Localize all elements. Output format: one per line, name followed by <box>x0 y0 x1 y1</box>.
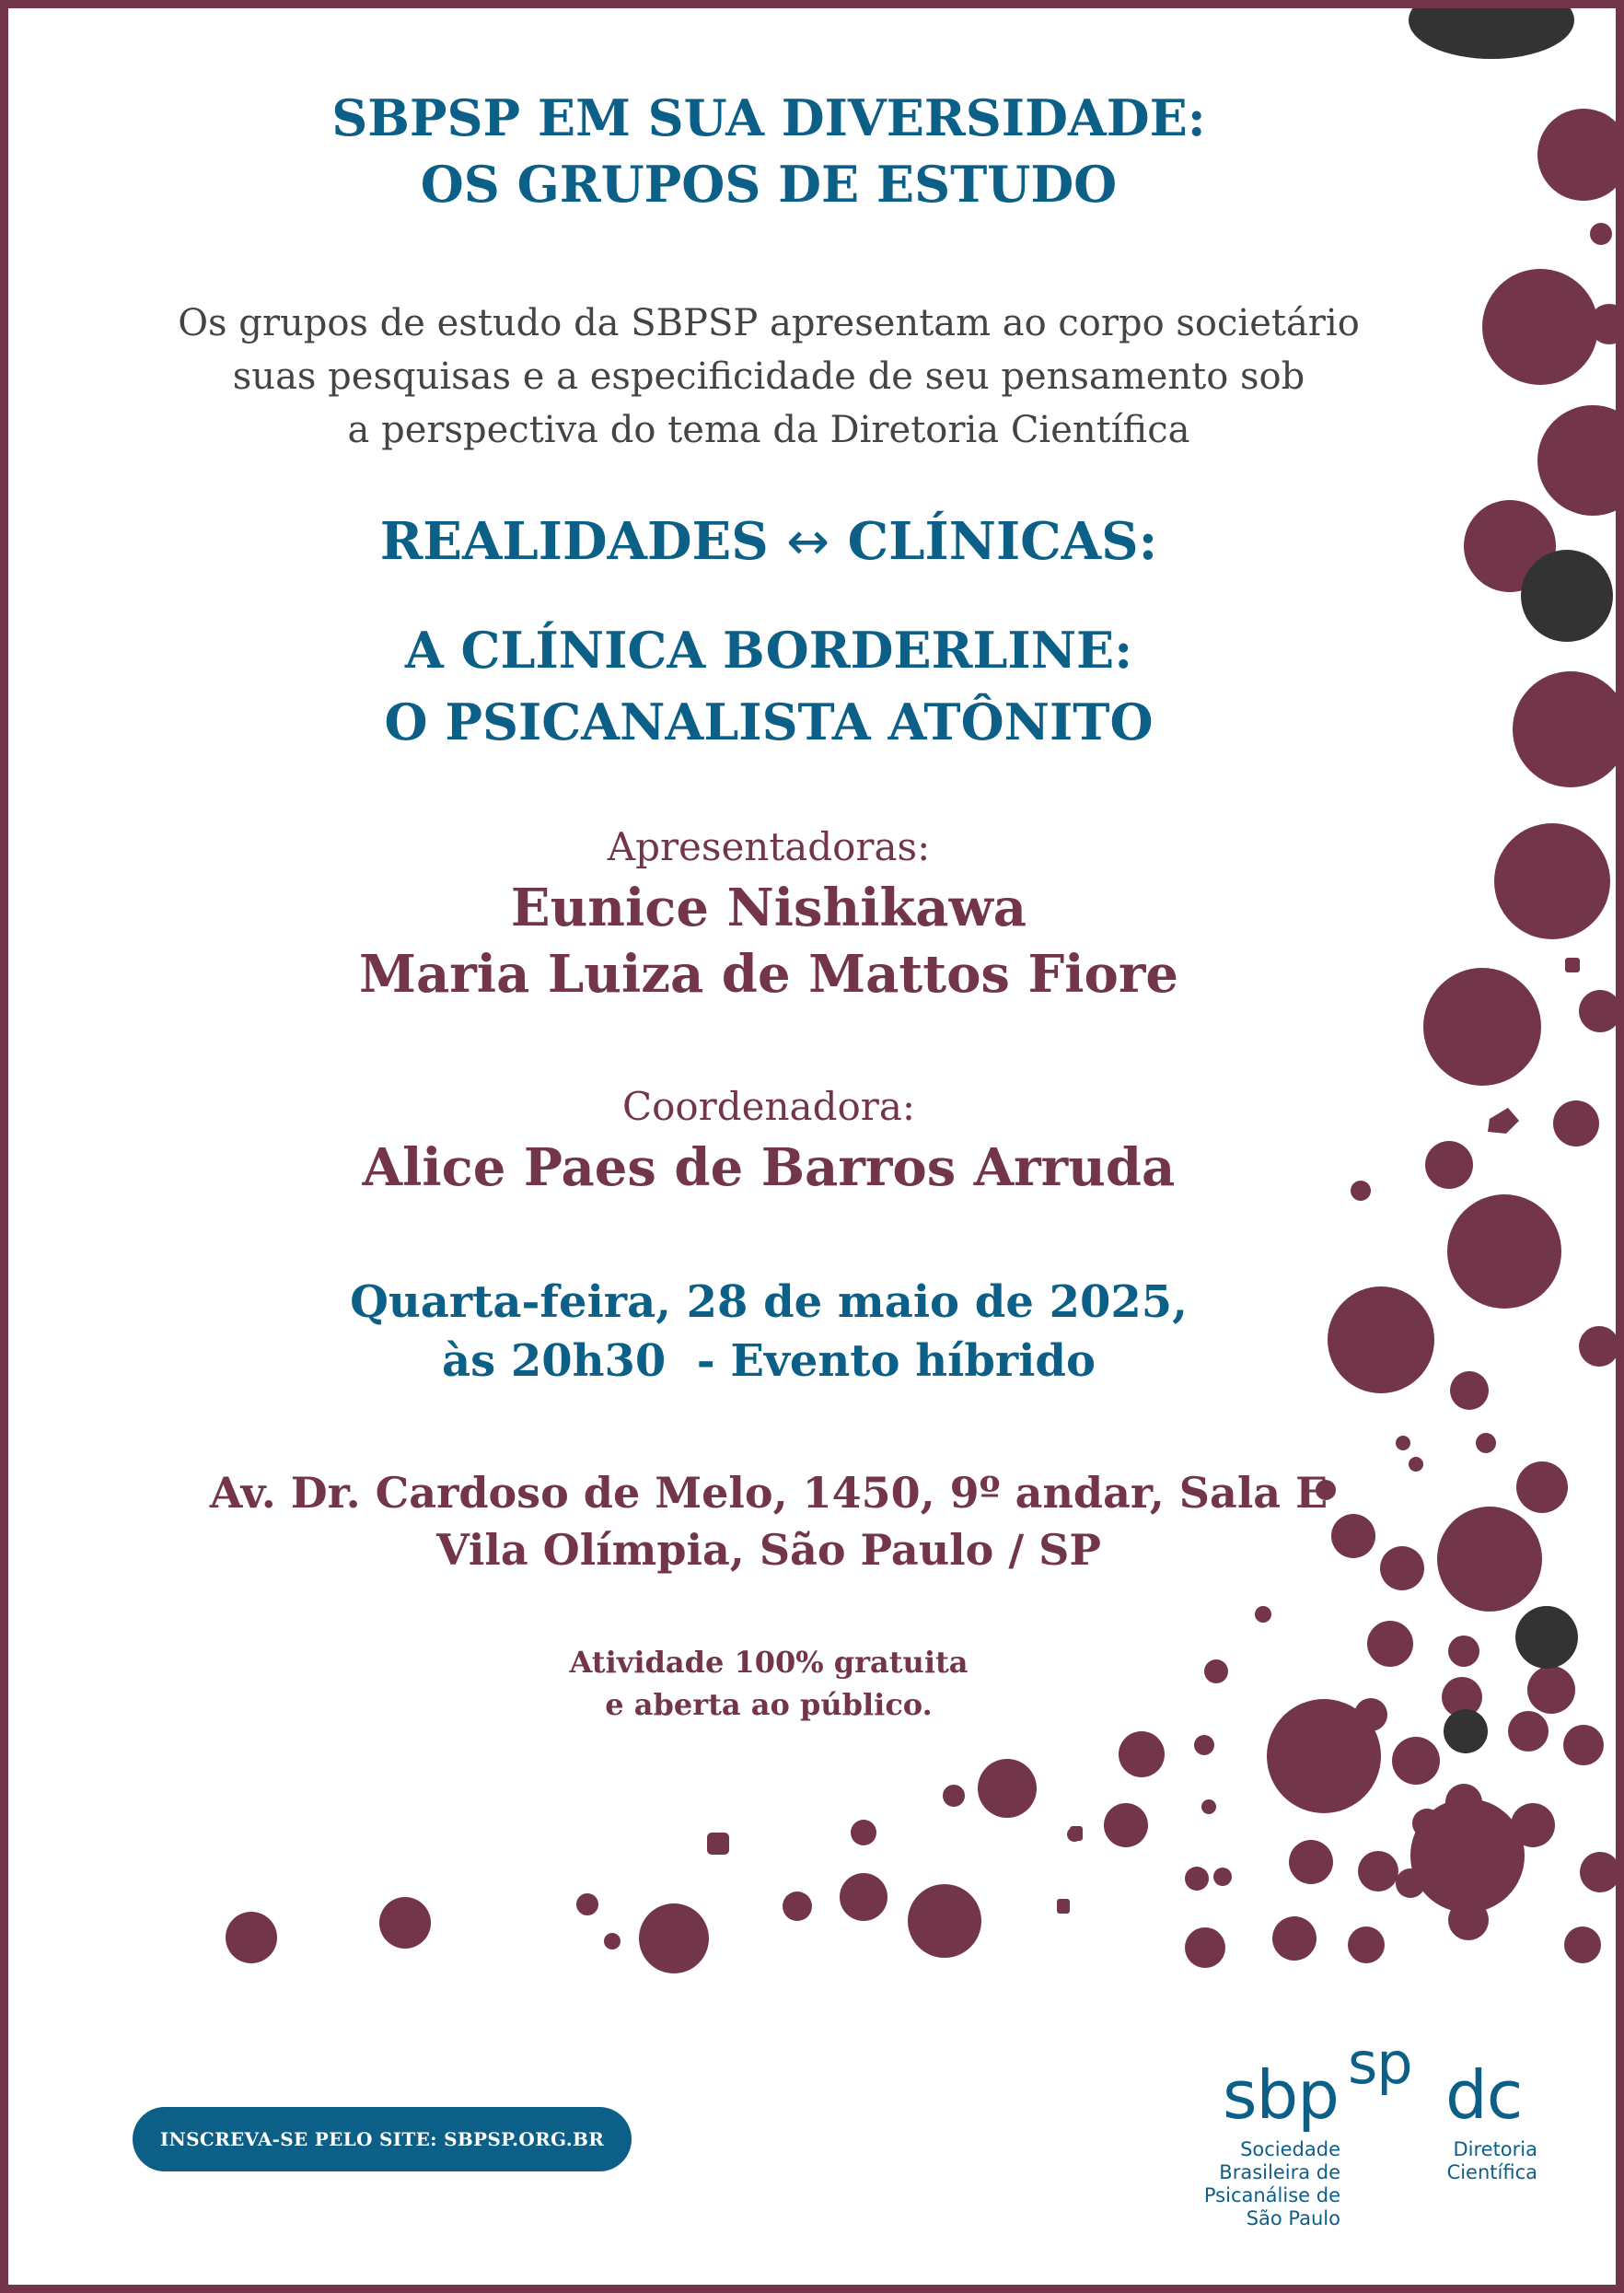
theme-left: REALIDADES <box>379 511 769 572</box>
theme-right: CLÍNICAS: <box>847 511 1158 572</box>
logo-dc-line: Científica <box>1446 2161 1537 2183</box>
logo-sbp: sbp <box>1223 2056 1339 2134</box>
notice-line1: Atividade 100% gratuita <box>569 1645 969 1680</box>
theme-title <box>166 509 1372 575</box>
logo-org-line: Psicanálise de <box>1203 2184 1340 2206</box>
coordinator-block <box>166 1079 1372 1201</box>
schedule-block <box>166 1273 1372 1391</box>
address-line1: Av. Dr. Cardoso de Melo, 1450, 9º andar, Sala E <box>209 1468 1328 1518</box>
coordinator-label: Coordenadora: <box>621 1084 916 1129</box>
schedule-line1: Quarta-feira, 28 de maio de 2025, <box>350 1276 1188 1328</box>
header-title-line2: OS GRUPOS DE ESTUDO <box>420 155 1118 214</box>
event-title-line1: A CLÍNICA BORDERLINE: <box>404 621 1133 680</box>
address-line2: Vila Olímpia, São Paulo / SP <box>436 1525 1101 1575</box>
intro-text <box>166 297 1372 457</box>
register-button[interactable]: INSCREVA-SE PELO SITE: SBPSP.ORG.BR <box>133 2107 632 2171</box>
presenters-block <box>166 820 1372 1007</box>
header-title <box>166 85 1372 217</box>
intro-line3: a perspectiva do tema da Diretoria Científica <box>347 409 1190 451</box>
presenters-label: Apresentadoras: <box>607 824 931 869</box>
logo-dc: dc <box>1445 2056 1523 2134</box>
event-title-line2: O PSICANALISTA ATÔNITO <box>384 693 1154 751</box>
notice-line2: e aberta ao público. <box>605 1687 933 1722</box>
logo-org-line: Sociedade <box>1240 2138 1340 2160</box>
double-arrow-icon: ↔ <box>786 512 830 572</box>
sbpsp-logo <box>1197 2026 1565 2247</box>
presenter-name: Maria Luiza de Mattos Fiore <box>359 944 1178 1005</box>
logo-org-line: Brasileira de <box>1219 2161 1340 2183</box>
logo-org-line: São Paulo <box>1246 2207 1340 2229</box>
intro-line2: suas pesquisas e a especificidade de seu pensamento sob <box>232 355 1305 398</box>
address-block <box>166 1464 1372 1578</box>
logo-org-name <box>1197 2138 1340 2230</box>
header-title-line1: SBPSP EM SUA DIVERSIDADE: <box>331 88 1206 147</box>
logo-dc-line: Diretoria <box>1453 2138 1537 2160</box>
logo-dc-name <box>1427 2138 1537 2184</box>
coordinator-name: Alice Paes de Barros Arruda <box>362 1137 1176 1198</box>
intro-line1: Os grupos de estudo da SBPSP apresentam ao corpo societário <box>178 302 1360 344</box>
schedule-line2: às 20h30 - Evento híbrido <box>442 1335 1096 1387</box>
presenter-name: Eunice Nishikawa <box>510 878 1027 938</box>
free-notice <box>166 1641 1372 1726</box>
event-title <box>166 614 1372 758</box>
logo-sp: sp <box>1348 2030 1412 2097</box>
